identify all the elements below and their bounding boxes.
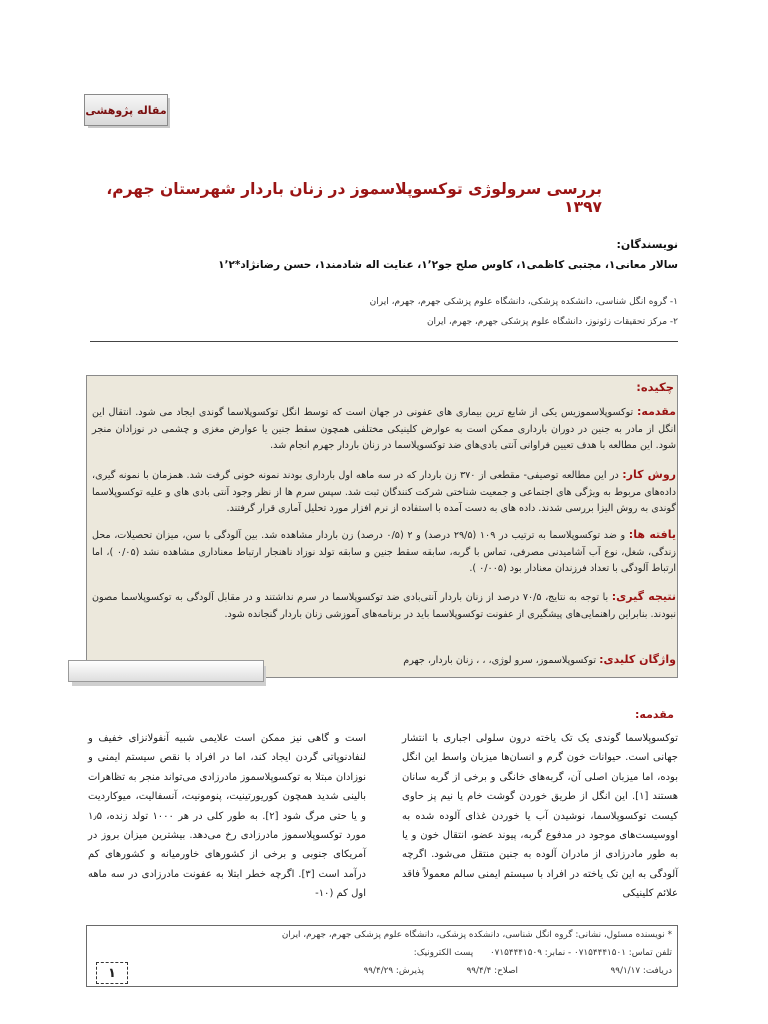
abstract-introduction [92,404,676,455]
affiliation-2: ۲- مرکز تحقیقات زئونوز، دانشگاه علوم پزشکی جهرم، جهرم، ایران [426,317,678,327]
abstract-methods-label: روش کار: [622,468,677,481]
article-title: بررسی سرولوژی توکسوپلاسموز در زنان باردار شهرستان جهرم، ۱۳۹۷ [106,180,602,216]
abstract-introduction-text: توکسوپلاسموزیس یکی از شایع ترین بیماری های عفونی در جهان است که توسط انگل توکسوپلاسما گوندی ایجاد می شود. انتقال این انگل از مادر به جنین در دوران بارداری ممکن است به عوارض کلینیکی مختلفی همچون سقط جنین یا عوارض مغزی و چشمی در نوزادان منجر شود. این مطالعه با هدف تعیین فراوانی آنتی بادی‌های ضد توکسوپلاسما در زنان باردار جهرم انجام شد. [92,407,676,452]
abstract-introduction-label: مقدمه: [637,405,676,418]
abstract-methods-text: در این مطالعه توصیفی- مقطعی از ۳۷۰ زن باردار که در سه ماهه اول بارداری بودند نمونه خونی گرفت شد. همزمان با نمونه گیری، داده‌های مربوط به ویژگی های اجتماعی و جمعیت شناختی شرکت کنندگان ثبت شد. سپس سرم ها از نظر وجود آنتی بادی های و علیه توکسوپلاسما گوندی به روش الیزا بررسی شدند. داده های به دست آمده با استفاده از نرم افزار مورد تحلیل آماری قرار گرفتند. [92,470,676,515]
email-label: پست الکترونیک: [413,948,474,958]
affiliation-1: ۱- گروه انگل شناسی، دانشکده پزشکی، دانشگاه علوم پزشکی جهرم، جهرم، ایران [369,297,678,307]
received-date: دریافت: ۹۹/۱/۱۷ [610,966,672,976]
authors-label: نویسندگان: [616,238,678,251]
accepted-date: پذیرش: ۹۹/۴/۲۹ [363,966,424,976]
abstract-results-label: یافته ها: [628,528,676,541]
abstract-keywords-text: توکسوپلاسموز، سرو لوژی، ، ، زنان باردار، جهرم [403,655,597,666]
decorative-bar-face [68,660,264,682]
revised-date: اصلاح: ۹۹/۴/۴ [466,966,518,976]
header-divider [90,341,678,342]
authors-list: سالار معانی۱، مجتبی کاظمی۱، کاوس صلح جو۱٬۲، عنایت اله شادمند۱، حسن رضانژاد*۱٬۲ [218,259,678,271]
article-type-badge [84,94,170,128]
abstract-heading: چکیده: [636,380,674,394]
phone-number: تلفن تماس: ۰۷۱۵۴۴۴۱۵۰۱ [573,948,672,958]
page-number: ۱ [96,962,128,984]
abstract-results-text: و ضد توکسوپلاسما به ترتیب در ۱۰۹ (۲۹/۵ درصد) و ۲ (۰/۵ درصد) زن باردار مشاهده شد. بین آلودگی با سن، میزان تحصیلات، محل زندگی، شغل، نوع آب آشامیدنی مصرفی، تماس با گربه، سابقه سقط جنین و سابقه تولد نوزاد ناهنجار ارتباط معناداری مشاهده نشد (۰/۰۵ )، اما ارتباط آلودگی با تعداد فرزندان معنادار بود (۰/۰۰۵ ). [92,530,676,575]
abstract-conclusion-label: نتیجه گیری: [611,590,676,603]
introduction-left-column: است و گاهی نیز ممکن است علایمی شبیه آنفولانزای خفیف و لنفادنوپاتی گردن ایجاد کند، اما در افراد با نقص سیستم ایمنی و نوزادان مبتلا به توکسوپلاسموز مادرزادی می‌تواند منجر به تظاهرات بالینی شدید همچون کوریورتینیت، پنومونیت، آنسفالیت، میوکاردیت و یا حتی مرگ شود [۲]. به طور کلی در هر ۱۰۰۰ تولد زنده، ۱٫۵ مورد توکسوپلاسموز مادرزادی رخ می‌دهد. بیشترین میزان بروز در آمریکای جنوبی و برخی از کشورهای خاورمیانه و کشورهای کم درآمد است [۳]. اگرچه خطر ابتلا به عفونت مادرزادی در سه ماهه اول کم (۱۰- [88,733,367,900]
article-type-label: مقاله پژوهشی [84,94,168,126]
abstract-keywords-label: واژگان کلیدی: [599,653,676,666]
introduction-right-column: توکسوپلاسما گوندی یک تک یاخته درون سلولی اجباری با انتشار جهانی است. حیوانات خون گرم و انسان‌ها میزبان واسط این انگل بوده، اما میزبان اصلی آن، گربه‌های خانگی و برخی از گربه سانان هستند [۱]. این انگل از طریق خوردن گوشت خام یا نیم پز حاوی کیست توکسوپلاسما، نوشیدن آب یا خوردن غذای آلوده شده به اووسیست‌های موجود در مدفوع گربه، پیوند عضو، انتقال خون و یا به طور مادرزادی از مادران آلوده به جنین منتقل می‌شود. اگرچه آلودگی به این تک یاخته در افراد با سیستم ایمنی سالم معمولاً فاقد علائم کلینیکی [402,733,678,900]
abstract-results [92,527,676,578]
decorative-bar [68,660,266,686]
corresponding-author-note: * نویسنده مسئول، نشانی: گروه انگل شناسی، دانشکده پزشکی، دانشگاه علوم پزشکی جهرم، جهرم، ایران [281,930,672,940]
fax-number: - نمابر: ۰۷۱۵۴۴۴۱۵۰۹ [489,948,572,958]
contact-line [102,948,672,958]
abstract-methods [92,467,676,518]
introduction-heading: مقدمه: [635,708,674,721]
abstract-conclusion [92,589,676,623]
abstract-conclusion-text: با توجه به نتایج، ۷۰/۵ درصد از زنان باردار آنتی‌بادی ضد توکسوپلاسما در سرم نداشتند و در مقابل آلودگی به توکسوپلاسما مصون نبودند. بنابراین راهنمایی‌های پیشگیری از عفونت توکسوپلاسما باید در برنامه‌های آموزشی زنان باردار گنجانده شود. [92,592,676,620]
